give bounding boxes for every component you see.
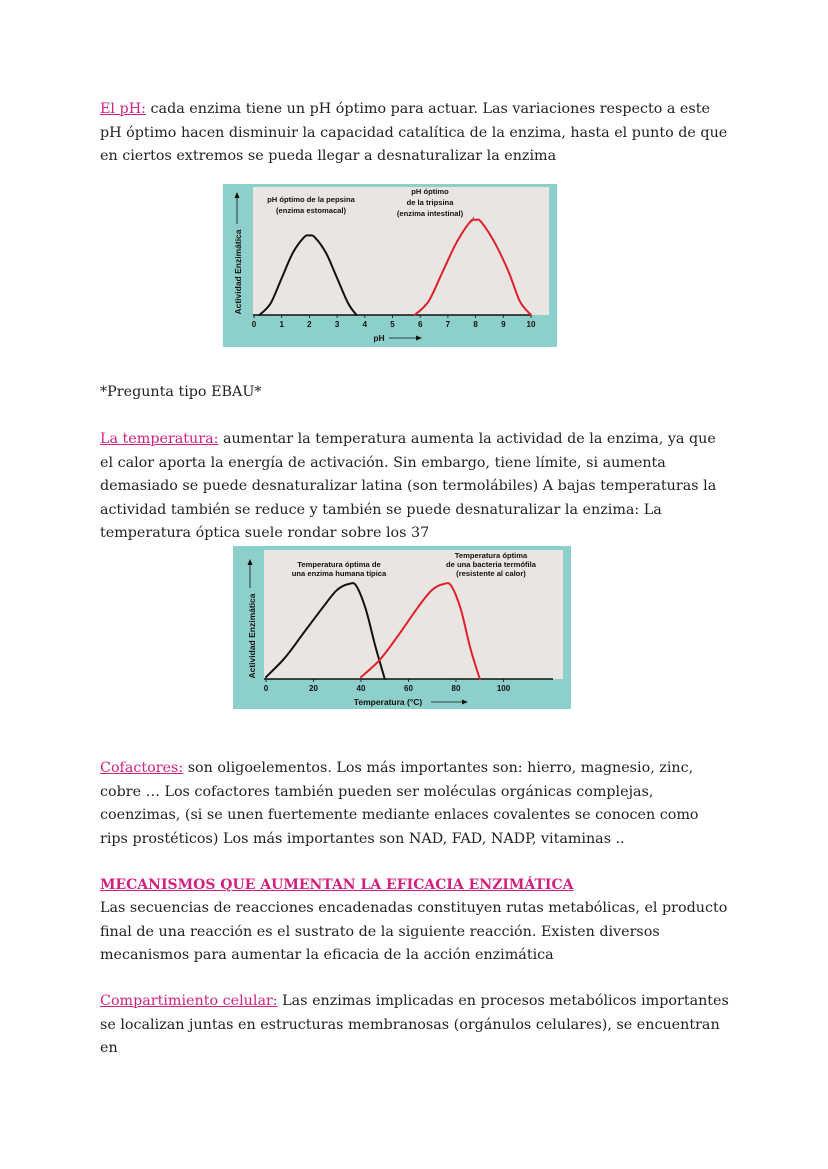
compartment-text: Las enzimas implicadas en procesos metabólicos importantes se localizan juntas en estructuras membranosas (orgánulos celulares), se encuentran en [100, 993, 729, 1056]
temp-annotation-4: de una bacteria termófila [446, 560, 536, 569]
mechanisms-heading-text: MECANISMOS QUE AUMENTAN LA EFICACIA ENZIMÁTICA [100, 877, 574, 893]
temp-annotation-3: Temperatura óptima [454, 551, 528, 560]
temp-y-axis-label: Actividad Enzimática [247, 593, 257, 679]
ph-term: El pH: [100, 101, 146, 117]
temp-annotation-1: Temperatura óptima de [297, 560, 381, 569]
temp-x-axis-label: Temperatura (°C) [353, 697, 423, 707]
temperature-chart [233, 546, 571, 709]
ph-x-axis-label: pH [373, 333, 385, 343]
ph-x-tick-label-7: 7 [445, 320, 451, 329]
ph-x-arrow-head [416, 336, 422, 341]
ph-text: cada enzima tiene un pH óptimo para actuar. Las variaciones respecto a este pH óptimo hacen disminuir la capacidad catalítica de la enzima, hasta el punto de que en ciertos extremos se pueda llegar a desnaturalizar la enzima [100, 101, 728, 164]
temp-x-tick-label-1: 20 [309, 684, 318, 693]
ph-y-arrow-head [235, 192, 240, 198]
cofactors-term: Cofactores: [100, 760, 184, 776]
ph-x-tick-label-9: 9 [501, 320, 506, 329]
ph-x-tick-label-3: 3 [334, 320, 340, 329]
temp-annotation-5: (resistente al calor) [456, 569, 526, 578]
ph-annotation-4: de la tripsina [406, 198, 454, 207]
ph-annotation-3: pH óptimo [411, 187, 449, 196]
ph-chart-figure [223, 184, 557, 347]
temp-x-tick-label-5: 100 [496, 684, 511, 693]
ph-x-tick-label-1: 1 [279, 320, 284, 329]
ph-x-tick-label-2: 2 [307, 320, 312, 329]
temp-x-tick-label-2: 40 [356, 684, 366, 693]
temp-y-arrow-head [248, 559, 253, 565]
ph-x-tick-label-8: 8 [473, 320, 478, 329]
temperature-term: La temperatura: [100, 431, 219, 447]
ph-x-tick-label-4: 4 [362, 320, 368, 329]
ph-annotation-2: (enzima estomacal) [275, 206, 347, 215]
temp-annotation-2: una enzima humana típica [291, 569, 387, 578]
ph-annotation-5: (enzima intestinal) [396, 209, 464, 218]
temp-x-tick-label-0: 0 [263, 684, 269, 693]
compartment-term: Compartimiento celular: [100, 993, 278, 1009]
temperature-text: aumentar la temperatura aumenta la actividad de la enzima, ya que el calor aporta la energía de activación. Sin embargo, tiene límite, si aumenta demasiado se puede desnaturalizar latina (son termolábiles) A bajas temperaturas la actividad también se reduce y también se puede desnaturalizar la enzima: La temperatura óptica suele rondar sobre los 37 [100, 431, 717, 541]
ph-y-axis-label: Actividad Enzimática [233, 229, 243, 315]
temp-x-tick-label-4: 80 [451, 684, 461, 693]
ph-x-tick-label-0: 0 [251, 320, 257, 329]
mechanisms-paragraph: Las secuencias de reacciones encadenadas constituyen rutas metabólicas, el producto final de una reacción es el sustrato de la siguiente reacción. Existen diversos mecanismos para aumentar la eficacia de la acción enzimática [100, 900, 728, 963]
ebau-note: *Pregunta tipo EBAU* [100, 384, 262, 400]
compartment-paragraph [100, 990, 730, 1061]
temperature-chart-figure [233, 546, 571, 709]
temperature-paragraph [100, 428, 730, 546]
ph-paragraph [100, 98, 730, 169]
temp-x-arrow-head [462, 700, 468, 705]
mechanisms-heading [100, 874, 730, 898]
ph-x-tick-label-5: 5 [390, 320, 395, 329]
ph-annotation-1: pH óptimo de la pepsina [267, 195, 355, 204]
ph-x-tick-label-10: 10 [526, 320, 536, 329]
temp-x-tick-label-3: 60 [404, 684, 413, 693]
cofactors-text: son oligoelementos. Los más importantes son: hierro, magnesio, zinc, cobre … Los cofactores también pueden ser moléculas orgánicas complejas, coenzimas, (si se unen fuertemente mediante enlaces covalentes se conocen como rips prostéticos) Los más importantes son NAD, FAD, NADP, vitaminas .. [100, 760, 699, 847]
ph-x-tick-label-6: 6 [417, 320, 423, 329]
cofactors-paragraph [100, 757, 730, 851]
ph-chart [223, 184, 557, 347]
